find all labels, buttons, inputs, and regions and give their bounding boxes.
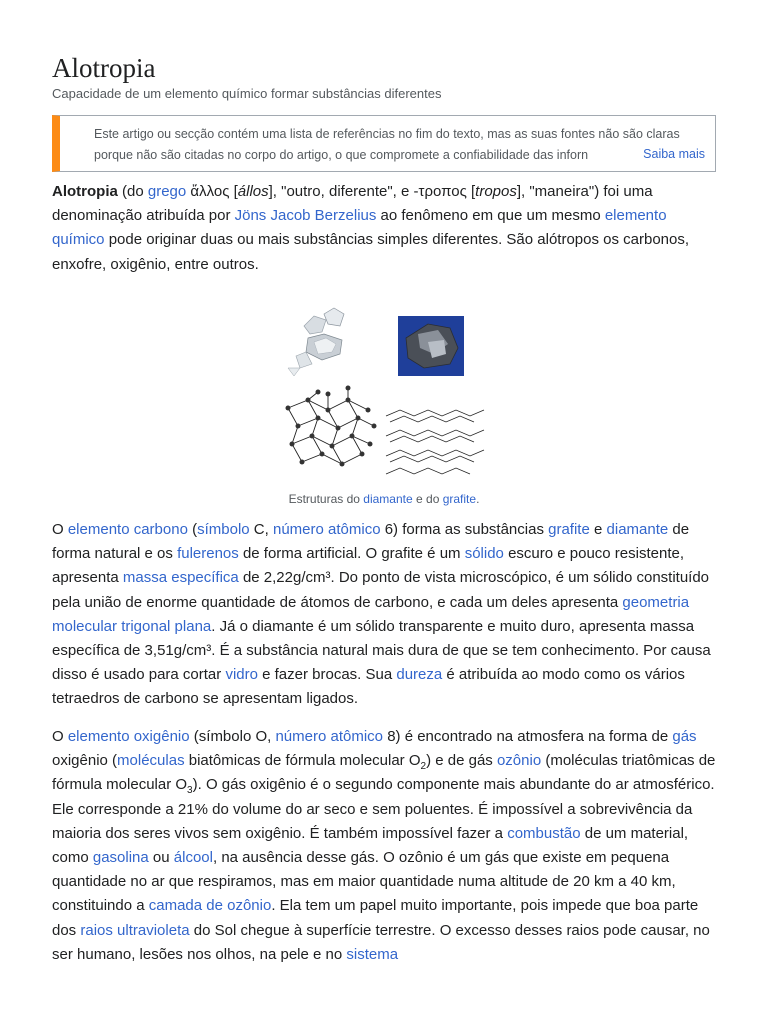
notice-line-1: Este artigo ou secção contém uma lista de referências no fim do texto, mas as suas fontes não são claras <box>94 127 680 141</box>
link-dureza[interactable]: dureza <box>396 666 443 684</box>
link-numero-atomico[interactable]: número atômico <box>272 521 381 538</box>
link-camada-de-ozonio[interactable]: camada de ozônio <box>148 897 272 915</box>
link-ozonio[interactable]: ozônio <box>496 752 542 770</box>
link-gas[interactable]: gás <box>672 728 697 745</box>
caption-link-diamante[interactable]: diamante <box>363 492 413 506</box>
link-grego[interactable]: grego <box>147 183 187 200</box>
oxygen-paragraph: O elemento oxigênio (símbolo O, número atômico 8) é encontrado na atmosfera na forma de gás oxigênio (moléculas biatômicas de fórmula molecular $O_2$) e de gás ozônio (moléculas triatômicas de fórmula molecular $O_3$). O gás oxigênio é o segundo componente mais abundante do ar atmosférico. Ele corresponde a 21% do volume do ar seco e sem poluentes. É impossível a sobrevivência da maioria dos seres vivos sem oxigênio. É também impossível fazer a combustão de um material, como gasolina ou álcool, na ausência desse gás. O ozônio é um gás que existe em pequena quantidade no ar que respiramos, mas em maior quantidade numa altitude de 20 km a 40 km, constituindo a camada de ozônio. Ela tem um papel muito importante, pois impede que boa parte dos raios ultravioleta do Sol chegue à superfície terrestre. O excesso desses raios pode causar, no ser humano, lesões nos olhos, na pele e no sistema <box>52 728 716 963</box>
link-elemento-quimico[interactable]: elemento químico <box>52 207 667 249</box>
link-elemento-carbono[interactable]: elemento carbono <box>67 521 188 538</box>
figure-caption: Estruturas do diamante e do grafite. <box>288 492 480 506</box>
link-moleculas[interactable]: moléculas <box>117 752 185 770</box>
term-bold: Alotropia <box>52 183 118 200</box>
link-sistema[interactable]: sistema <box>346 945 399 963</box>
references-notice <box>52 115 716 172</box>
lattice-atoms <box>286 386 377 467</box>
diamond-crystals <box>288 308 344 376</box>
link-alcool[interactable]: álcool <box>173 849 213 867</box>
link-fulerenos[interactable]: fulerenos <box>177 545 239 563</box>
learn-more-link[interactable]: Saiba mais <box>643 147 705 161</box>
carbon-paragraph: O elemento carbono (símbolo C, número atômico 6) forma as substâncias grafite e diamante de forma natural e os fulerenos de forma artificial. O grafite é um sólido escuro e pouco resistente, apresenta massa específica de 2,22g/cm³. Do ponto de vista microscópico, é um sólido constituído pela união de enorme quantidade de átomos de carbono, e cada um deles apresenta geometria molecular trigonal plana. Já o diamante é um sólido transparente e muito duro, apresenta massa específica de 3,51g/cm³. É a substância natural mais dura de que se tem conhecimento. Por causa disso é usado para cortar vidro e fazer brocas. Sua dureza é atribuída ao modo como os vários tetraedros de carbono se apresentam ligados. <box>52 521 711 708</box>
link-grafite[interactable]: grafite <box>548 521 590 538</box>
link-vidro[interactable]: vidro <box>225 666 258 684</box>
link-simbolo[interactable]: símbolo <box>197 521 250 538</box>
notice-line-2: porque não são citadas no corpo do artigo, o que compromete a confiabilidade das inforn <box>94 148 589 162</box>
link-berzelius[interactable]: Jöns Jacob Berzelius <box>234 207 377 225</box>
link-numero-atomico-oxigenio[interactable]: número atômico <box>275 728 384 745</box>
allotrope-figure[interactable] <box>278 298 492 484</box>
page-title: Alotropia <box>52 53 156 83</box>
link-diamante[interactable]: diamante <box>606 521 669 538</box>
link-raios-ultravioleta[interactable]: raios ultravioleta <box>80 921 190 939</box>
caption-link-grafite[interactable]: grafite <box>442 492 477 506</box>
link-combustao[interactable]: combustão <box>507 824 581 842</box>
intro-paragraph: Alotropia (do grego ἄλλος [állos], "outro, diferente", e -τροπος [tropos], "maneira") foi uma denominação atribuída por Jöns Jacob Berzelius ao fenômeno em que um mesmo elemento químico pode originar duas ou mais substâncias simples diferentes. São alótropos os carbonos, enxofre, oxigênio, entre outros. <box>52 183 690 273</box>
graphite-layers <box>386 410 484 474</box>
link-massa-especifica[interactable]: massa específica <box>122 569 239 587</box>
link-gasolina[interactable]: gasolina <box>92 849 149 867</box>
diamond-graphite-image <box>278 298 492 484</box>
link-geometria-molecular[interactable]: geometria molecular trigonal plana <box>52 593 690 635</box>
link-solido[interactable]: sólido <box>464 545 504 563</box>
page-subtitle: Capacidade de um elemento químico formar substâncias diferentes <box>52 86 442 101</box>
link-elemento-oxigenio[interactable]: elemento oxigênio <box>67 728 190 745</box>
